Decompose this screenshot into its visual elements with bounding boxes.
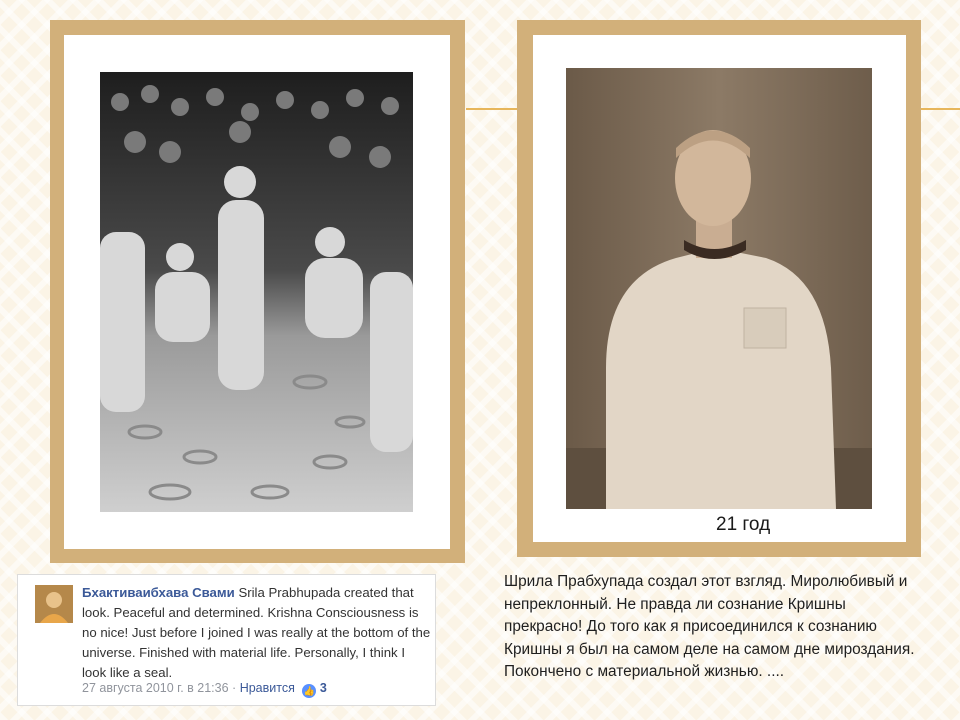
right-photo-caption: 21 год [716, 514, 771, 535]
comment-body [82, 583, 432, 683]
thumbs-up-icon: 👍 [303, 686, 315, 696]
comment-date[interactable]: 27 августа 2010 г. в 21:36 [82, 681, 229, 695]
comment-author[interactable]: Бхактиваибхава Свами [82, 585, 235, 600]
facebook-comment [17, 574, 436, 706]
like-count[interactable]: 3 [319, 681, 327, 695]
comment-meta [82, 681, 327, 698]
portrait-photo [566, 68, 872, 509]
avatar[interactable] [35, 585, 73, 623]
russian-translation: Шрила Прабхупада создал этот взгляд. Миролюбивый и непреклонный. Не правда ли сознание Кришны прекрасно! До того как я присоединился к сознанию Кришны я был на самом деле на самом дне мироздания. Покончено с материальной жизнью. .... [504, 573, 915, 681]
comment-text: Srila Prabhupada created that look. Peaceful and determined. Krishna Consciousness is no nice! Just before I joined I was really at the bottom of the universe. Finished with material life. Personally, I think I look like a seal. [82, 585, 431, 680]
like-button[interactable]: Нравится [239, 681, 295, 695]
meta-separator: · [232, 681, 237, 695]
crowd-photo [100, 72, 413, 512]
